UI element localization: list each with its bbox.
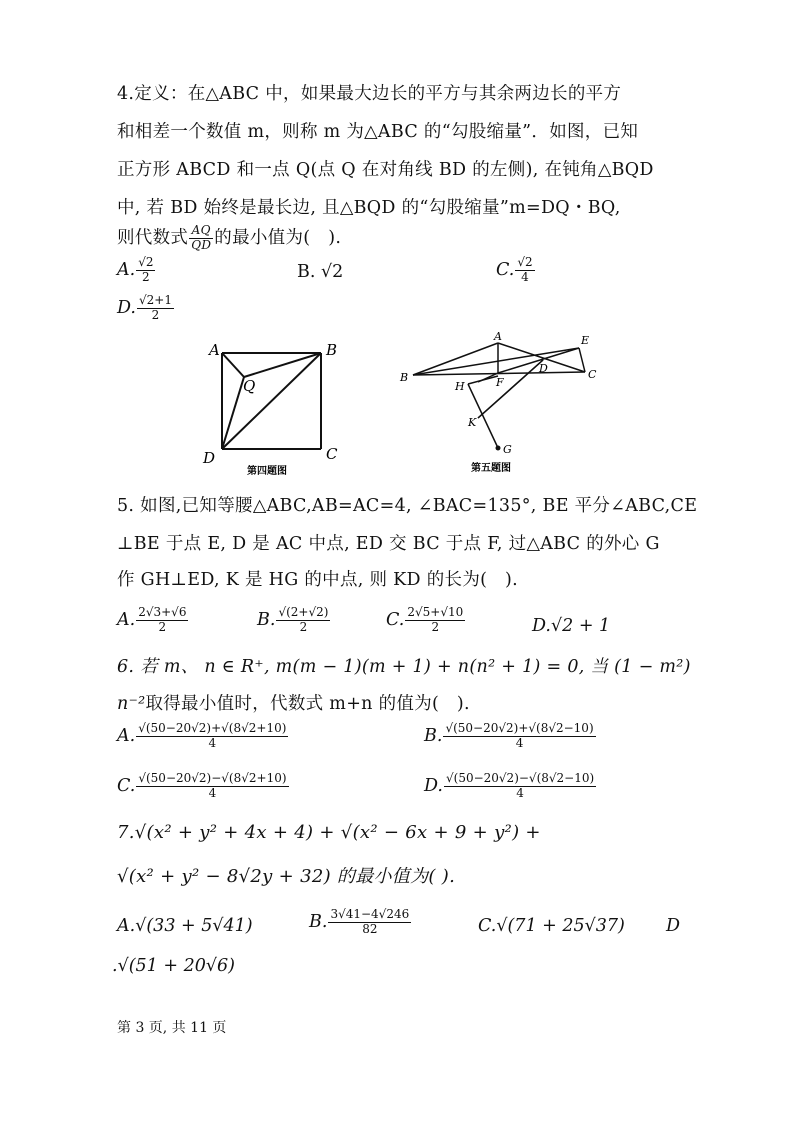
q4-option-a xyxy=(117,256,156,285)
fig5-caption: 第五题图 xyxy=(471,463,511,474)
figure-5 xyxy=(395,328,605,478)
q5-option-c-num: 2√5+√10 xyxy=(407,605,464,619)
q5-option-a xyxy=(117,606,189,635)
fig5-label-e: E xyxy=(581,334,590,347)
q4-option-a-frac xyxy=(136,256,155,285)
fig4-label-b: B xyxy=(326,341,338,359)
fig5-label-d: D xyxy=(539,362,548,375)
q4-option-d-label: D. xyxy=(117,297,136,318)
q6-line-2-post: 取得最小值时，代数式 m+n 的值为( ). xyxy=(145,694,470,714)
q6-option-b-den: 4 xyxy=(515,735,524,750)
q5-option-a-den: 2 xyxy=(158,619,167,634)
q7-option-b-label: B. xyxy=(309,911,328,932)
q5-option-b-num: √(2+√2) xyxy=(278,605,329,619)
fig4-label-a: A xyxy=(209,341,220,359)
q4-line-5 xyxy=(117,224,341,253)
fig4-caption: 第四题图 xyxy=(247,466,287,477)
q5-option-a-num: 2√3+√6 xyxy=(138,605,187,619)
fig5-label-b: B xyxy=(400,371,409,384)
q6-line-1: 6. 若 m、 n ∈ R⁺, m(m − 1)(m + 1) + n(n² + 1) = 0, 当 (1 − m²) xyxy=(117,657,691,677)
q4-option-b: B. √2 xyxy=(297,262,344,282)
q6-option-a-label: A. xyxy=(117,725,136,746)
q5-option-c xyxy=(386,606,466,635)
q5-option-a-frac xyxy=(136,606,188,635)
q6-option-d-frac xyxy=(444,772,596,801)
fig4-label-c: C xyxy=(326,445,338,463)
q4-line-5-post: 的最小值为( ). xyxy=(214,228,342,248)
q6-option-d-num: √(50−20√2)−√(8√2−10) xyxy=(445,771,595,785)
q6-option-b-num: √(50−20√2)+√(8√2−10) xyxy=(445,721,594,735)
fig4-label-q: Q xyxy=(243,377,256,395)
q6-option-b-label: B. xyxy=(424,725,443,746)
q7-option-b-den: 82 xyxy=(362,921,378,936)
q5-option-c-label: C. xyxy=(386,609,405,630)
q5-option-b-den: 2 xyxy=(299,619,308,634)
q6-option-a-den: 4 xyxy=(208,735,217,750)
fig5-segment-ce xyxy=(579,348,585,372)
q5-option-c-frac xyxy=(405,606,465,635)
figure-4 xyxy=(195,335,355,480)
fig5-side-ab xyxy=(413,343,498,375)
q7-option-d-label: D xyxy=(666,916,681,936)
q5-line-1: 5. 如图,已知等腰△ABC,AB=AC=4, ∠BAC=135°, BE 平分∠ABC,CE xyxy=(117,496,698,516)
q7-option-b-num: 3√41−4√246 xyxy=(330,907,410,921)
fig4-segment-aq xyxy=(222,353,244,377)
q5-option-b-label: B. xyxy=(257,609,276,630)
fig5-label-g: G xyxy=(503,443,512,456)
q5-option-d: D.√2 + 1 xyxy=(532,616,611,636)
q4-option-d-den: 2 xyxy=(151,307,160,322)
q5-line-2: ⊥BE 于点 E, D 是 AC 中点, ED 交 BC 于点 F, 过△ABC 的外心 G xyxy=(117,534,660,554)
q6-option-d-label: D. xyxy=(424,775,443,796)
q5-option-c-den: 2 xyxy=(431,619,440,634)
q6-option-c-label: C. xyxy=(117,775,136,796)
q7-option-c: C.√(71 + 25√37) xyxy=(478,916,625,936)
q7-line-2: √(x² + y² − 8√2y + 32) 的最小值为( ). xyxy=(117,866,456,887)
q6-option-b xyxy=(424,722,597,751)
q6-option-b-frac xyxy=(443,722,595,751)
q6-option-d-den: 4 xyxy=(516,785,524,800)
q4-option-d xyxy=(117,294,175,323)
q6-option-d xyxy=(424,772,597,801)
q4-line-4: 中, 若 BD 始终是最长边, 且△BQD 的“勾股缩量”m=DQ・BQ, xyxy=(117,198,621,218)
fig5-label-k: K xyxy=(468,416,477,429)
fig5-label-f: F xyxy=(496,376,504,389)
page-footer: 第 3 页, 共 11 页 xyxy=(117,1020,227,1036)
q7-line-1: 7.√(x² + y² + 4x + 4) + √(x² − 6x + 9 + y²) + xyxy=(117,822,541,843)
q4-option-a-den: 2 xyxy=(142,269,150,284)
q4-line-1: 4.定义：在△ABC 中，如果最大边长的平方与其余两边长的平方 xyxy=(117,84,622,104)
fig5-label-h: H xyxy=(455,380,465,393)
q6-line-2-pre: n⁻² xyxy=(117,694,146,714)
q4-fraction xyxy=(189,224,213,253)
q5-option-b-frac xyxy=(276,606,330,635)
q4-option-c-frac xyxy=(515,256,534,285)
fig5-label-a: A xyxy=(494,330,502,343)
q5-option-b xyxy=(257,606,331,635)
fig5-segment-hf xyxy=(468,376,498,384)
q6-option-c-frac xyxy=(136,772,288,801)
q6-option-c-num: √(50−20√2)−√(8√2+10) xyxy=(138,771,287,785)
q7-option-b-frac xyxy=(328,908,411,937)
q7-option-a: A.√(33 + 5√41) xyxy=(117,916,253,936)
q4-line-3: 正方形 ABCD 和一点 Q(点 Q 在对角线 BD 的左侧), 在钝角△BQD xyxy=(117,160,654,180)
q4-fraction-num: AQ xyxy=(189,224,213,239)
q7-option-b xyxy=(309,908,412,937)
q6-line-2 xyxy=(117,690,470,715)
q4-option-c xyxy=(496,256,536,285)
q4-fraction-den: QD xyxy=(191,238,212,252)
q5-line-3: 作 GH⊥ED, K 是 HG 的中点, 则 KD 的长为( ). xyxy=(117,570,519,590)
q7-option-d-value: .√(51 + 20√6) xyxy=(112,956,235,976)
q6-option-c xyxy=(117,772,290,801)
q4-line-5-pre: 则代数式 xyxy=(117,228,189,248)
q6-option-a xyxy=(117,722,289,751)
fig5-point-g xyxy=(496,446,501,451)
q6-option-a-num: √(50−20√2)+√(8√2+10) xyxy=(138,721,287,735)
q4-option-c-num: √2 xyxy=(517,255,533,269)
fig5-label-c: C xyxy=(588,368,597,381)
q6-option-a-frac xyxy=(136,722,288,751)
q4-option-d-num: √2+1 xyxy=(138,293,172,307)
q5-option-a-label: A. xyxy=(117,609,136,630)
q4-option-d-frac xyxy=(137,294,174,323)
q4-option-a-label: A. xyxy=(117,259,136,280)
q4-line-2: 和相差一个数值 m，则称 m 为△ABC 的“勾股缩量”．如图，已知 xyxy=(117,122,639,142)
fig4-label-d: D xyxy=(203,449,216,467)
q4-option-c-label: C. xyxy=(496,259,515,280)
q4-option-a-num: √2 xyxy=(138,255,154,269)
q6-option-c-den: 4 xyxy=(208,785,217,800)
q4-option-c-den: 4 xyxy=(521,269,529,284)
